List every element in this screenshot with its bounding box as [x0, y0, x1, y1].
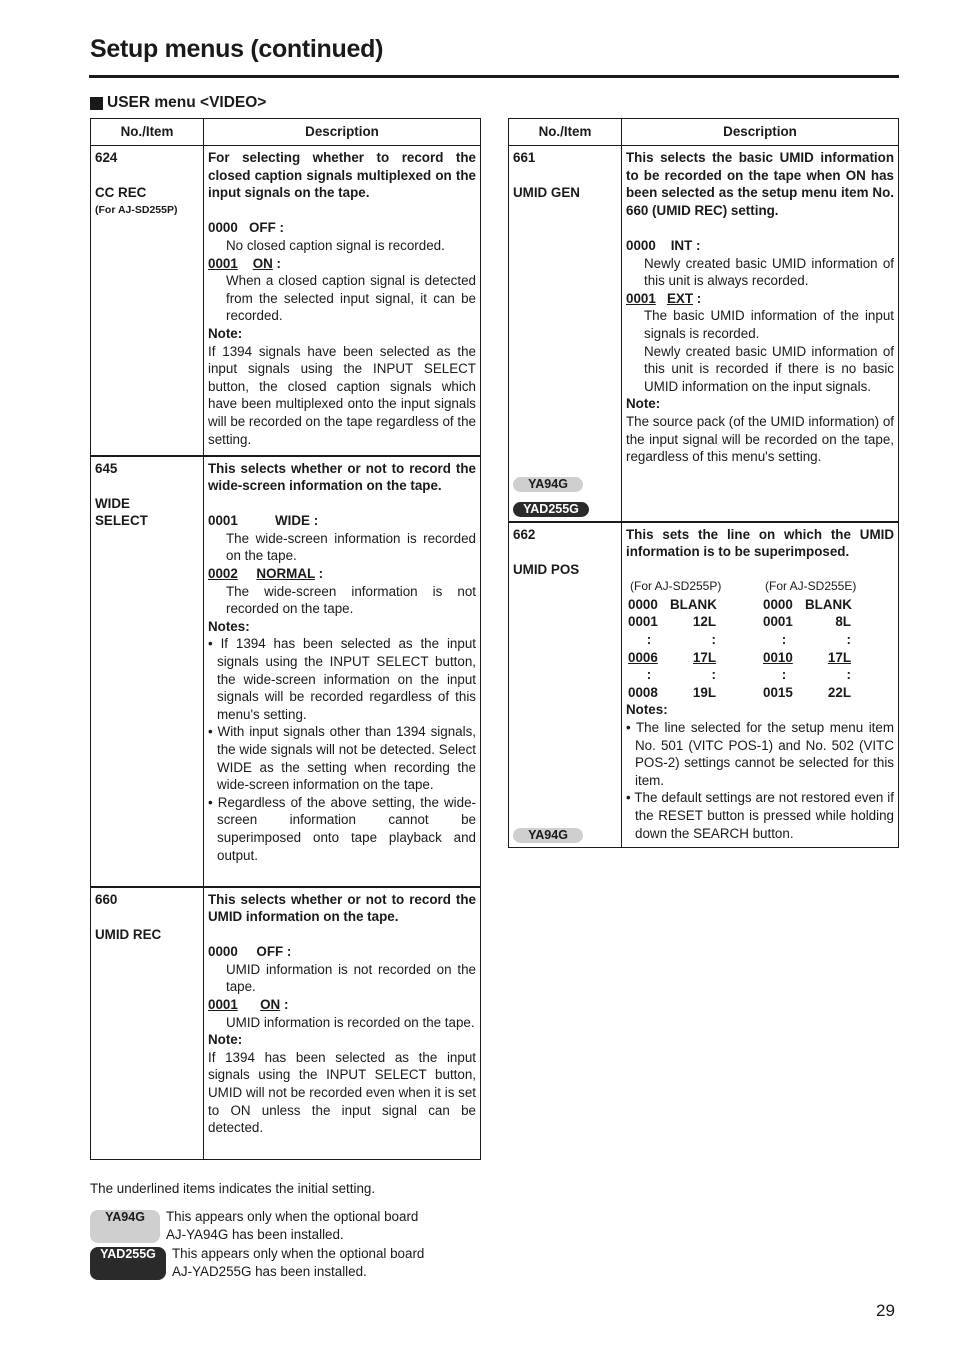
header-description: Description — [204, 119, 481, 146]
description-umid-rec — [204, 887, 481, 1160]
position-row: : : — [646, 667, 716, 683]
page-title: Setup menus (continued) — [90, 35, 384, 63]
description-cc-rec — [204, 146, 481, 456]
table-row-umid-gen — [509, 146, 899, 522]
note-bullet: • With input signals other than 1394 signals, the wide signals will not be detected. Select WIDE as the setting when recording the wide-screen information on the tape. — [208, 724, 476, 793]
right-menu-table — [508, 118, 899, 848]
option-line-default: 0001 ON : — [208, 997, 289, 1013]
legend-yad255g — [90, 1245, 424, 1280]
table-row-umid-pos — [509, 522, 899, 848]
item-lead: This sets the line on which the UMID information is to be superimposed. — [626, 526, 894, 560]
item-number: 660 — [95, 891, 118, 907]
note-text: If 1394 has been selected as the input signals using the INPUT SELECT button, UMID will not be recorded even when it is set to ON unless the input signal can be detected. — [208, 1049, 476, 1136]
item-cell-cc-rec — [91, 146, 204, 456]
section-heading — [90, 93, 266, 113]
item-cell-umid-pos — [509, 522, 622, 848]
position-row-default: 0006 17L — [628, 649, 716, 665]
column-heading: (For AJ-SD255P) — [630, 579, 722, 594]
item-lead: For selecting whether to record the closed caption signals multiplexed on the input signals on the tape. — [208, 150, 476, 201]
position-row: 0000 BLANK — [763, 596, 852, 612]
item-cell-umid-gen — [509, 146, 622, 522]
item-model-note: (For AJ-SD255P) — [95, 203, 178, 216]
position-row: 0008 19L — [628, 684, 716, 700]
left-menu-table — [90, 118, 481, 1160]
option-line: 0000 OFF : — [208, 220, 284, 236]
legend-ya94g — [90, 1208, 418, 1243]
note-text: If 1394 signals have been selected as the input signals using the INPUT SELECT button, the closed caption signals which have been multiplexed onto the input signals will be recorded on the tape regardless of the setting. — [208, 343, 476, 447]
option-description: The wide-screen information is recorded on the tape. — [226, 530, 476, 564]
note-bullet: • The line selected for the setup menu item No. 501 (VITC POS-1) and No. 502 (VITC POS-2) settings cannot be selected for this item. — [626, 720, 894, 788]
position-row: 0015 22L — [763, 684, 851, 700]
position-row: 0000 BLANK — [628, 596, 717, 612]
note-label: Note: — [208, 325, 243, 341]
badge-group — [513, 818, 583, 843]
item-lead: This selects the basic UMID information to be recorded on the tape when ON has been selected as the setup menu item No. 660 (UMID REC) setting. — [626, 150, 894, 218]
note-bullet: • Regardless of the above setting, the wide-screen information cannot be superimposed onto tape playback and output. — [208, 794, 476, 863]
line-position-grid — [626, 578, 894, 701]
item-cell-umid-rec — [91, 887, 204, 1160]
table-row-wide-select — [91, 456, 481, 887]
yad255g-badge: YAD255G — [90, 1247, 166, 1280]
ya94g-badge: YA94G — [513, 828, 583, 843]
item-name: UMID GEN — [513, 185, 580, 201]
notes-label: Notes: — [208, 618, 250, 634]
yad255g-badge: YAD255G — [513, 502, 589, 517]
item-name: CC REC — [95, 185, 147, 201]
note-label: Note: — [208, 1032, 243, 1048]
position-row: 0001 12L — [628, 614, 716, 630]
option-line: 0001 EXT : — [626, 290, 702, 306]
option-description: No closed caption signal is recorded. — [226, 237, 445, 253]
square-bullet-icon — [90, 97, 103, 110]
option-line-default: 0000 INT : — [626, 237, 701, 253]
item-number: 624 — [95, 150, 118, 165]
item-cell-wide-select — [91, 456, 204, 887]
item-name: UMID POS — [513, 561, 580, 577]
description-umid-pos — [622, 522, 899, 848]
position-column-p — [626, 578, 761, 701]
option-line: 0000 OFF : — [208, 944, 292, 960]
position-row: 0001 8L — [763, 614, 851, 630]
item-number: 661 — [513, 150, 536, 165]
option-description: Newly created basic UMID information of this unit is always recorded. — [644, 255, 894, 289]
item-lead: This selects whether or not to record the UMID information on the tape. — [208, 891, 476, 925]
table-row-umid-rec — [91, 887, 481, 1160]
table-row-cc-rec — [91, 146, 481, 456]
notes-label: Notes: — [626, 702, 668, 718]
position-row: : : — [646, 632, 716, 648]
option-description: The wide-screen information is not recorded on the tape. — [226, 583, 476, 617]
ya94g-badge: YA94G — [90, 1210, 160, 1243]
option-line-default: 0002 NORMAL : — [208, 566, 324, 582]
position-column-e — [761, 578, 894, 701]
ya94g-badge: YA94G — [513, 477, 583, 492]
legend-text: This appears only when the optional board AJ-YAD255G has been installed. — [172, 1246, 425, 1279]
option-description: UMID information is recorded on the tape. — [226, 1014, 475, 1030]
item-name-line2: SELECT — [95, 513, 148, 529]
item-lead: This selects whether or not to record the wide-screen information on the tape. — [208, 460, 476, 494]
badge-group — [513, 467, 589, 517]
position-row: : : — [781, 667, 851, 683]
section-heading-text: USER menu <VIDEO> — [107, 94, 267, 111]
description-wide-select — [204, 456, 481, 887]
option-description: When a closed caption signal is detected from the selected input signal, it can be recorded. — [226, 273, 476, 324]
underline-note: The underlined items indicates the initial setting. — [90, 1181, 376, 1196]
header-description: Description — [622, 119, 899, 146]
item-name: WIDE — [95, 495, 130, 511]
title-rule — [89, 75, 899, 78]
item-number: 645 — [95, 460, 118, 476]
position-row: : : — [781, 632, 851, 648]
note-bullet: • If 1394 has been selected as the input signals using the INPUT SELECT button, the wide-screen information on the input signals will be recorded regardless of this menu's setting. — [208, 636, 476, 722]
header-no-item: No./Item — [91, 119, 204, 146]
page-number: 29 — [876, 1301, 895, 1320]
note-bullet: • The default settings are not restored even if the RESET button is pressed while holding down the SEARCH button. — [626, 790, 894, 841]
option-description: UMID information is not recorded on the tape. — [226, 961, 476, 995]
note-text: The source pack (of the UMID information) of the input signal will be recorded on the tape, regardless of this menu's setting. — [626, 413, 894, 465]
column-heading: (For AJ-SD255E) — [765, 579, 857, 594]
option-description: The basic UMID information of the input signals is recorded. — [644, 308, 894, 341]
description-umid-gen — [622, 146, 899, 522]
note-label: Note: — [626, 396, 661, 412]
option-line-default: 0001 ON : — [208, 255, 281, 271]
header-no-item: No./Item — [509, 119, 622, 146]
item-number: 662 — [513, 526, 536, 542]
option-line: 0001 WIDE : — [208, 513, 319, 529]
legend-text: This appears only when the optional board AJ-YA94G has been installed. — [166, 1209, 419, 1242]
item-name: UMID REC — [95, 926, 162, 942]
option-description: Newly created basic UMID information of this unit is recorded if there is no basic UMID information on the input signals. — [644, 343, 894, 394]
position-row-default: 0010 17L — [763, 649, 851, 665]
